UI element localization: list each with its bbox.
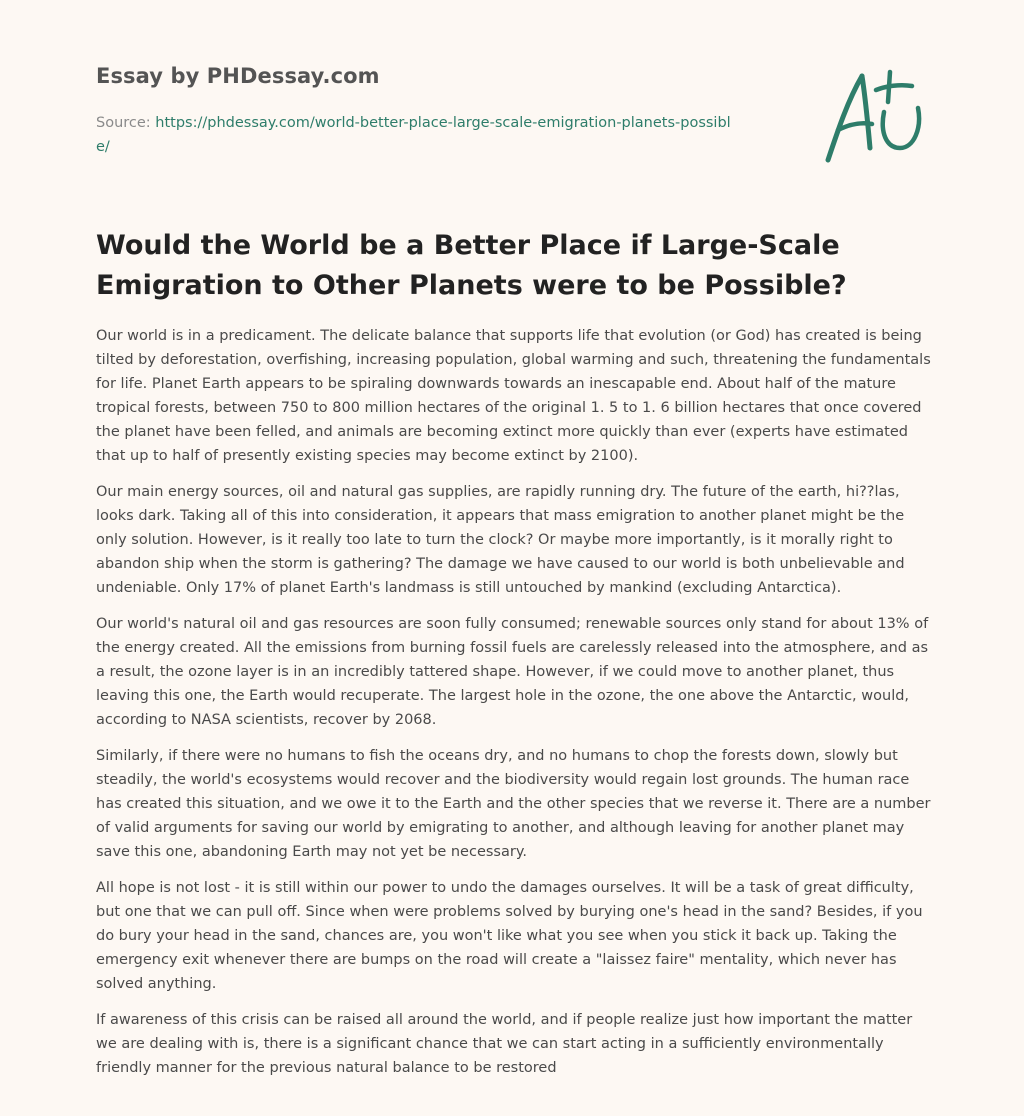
essay-paragraph-2: Our main energy sources, oil and natural gas supplies, are rapidly running dry. The future of the earth, hi??las, looks dark. Taking all of this into consideration, it appears that mass emigration to another planet might be the only solution. However, is it really too late to turn the clock? Or maybe more importantly, is it morally right to abandon ship when the storm is gathering? The damage we have caused to our world is both unbelievable and undeniable. Only 17% of planet Earth's landmass is still untouched by mankind (excluding Antarctica).	[96, 484, 905, 596]
essay-body	[96, 324, 934, 1092]
essay-paragraph-1: Our world is in a predicament. The delicate balance that supports life that evolution (or God) has created is being tilted by deforestation, overfishing, increasing population, global warming and such, threatening the fundamentals for life. Planet Earth appears to be spiraling downwards towards an inescapable end. About half of the mature tropical forests, between 750 to 800 million hectares of the original 1. 5 to 1. 6 billion hectares that once covered the planet have been felled, and animals are becoming extinct more quickly than ever (experts have estimated that up to half of presently existing species may become extinct by 2100).	[96, 328, 931, 464]
a-plus-logo	[820, 68, 930, 164]
essay-paragraph-5: All hope is not lost - it is still within our power to undo the damages ourselves. It will be a task of great difficulty, but one that we can pull off. Since when were problems solved by burying one's head in the sand? Besides, if you do bury your head in the sand, chances are, you won't like what you see when you stick it back up. Taking the emergency exit whenever there are bumps on the road will create a "laissez faire" mentality, which never has solved anything.	[96, 880, 923, 992]
site-brand: Essay by PHDessay.com	[96, 64, 380, 88]
essay-title: Would the World be a Better Place if Large-Scale Emigration to Other Planets were to be Possible?	[96, 230, 847, 301]
essay-paragraph-3: Our world's natural oil and gas resources are soon fully consumed; renewable sources only stand for about 13% of the energy created. All the emissions from burning fossil fuels are carelessly released into the atmosphere, and as a result, the ozone layer is in an incredibly tattered shape. However, if we could move to another planet, thus leaving this one, the Earth would recuperate. The largest hole in the ozone, the one above the Antarctic, would, according to NASA scientists, recover by 2068.	[96, 616, 929, 728]
source-label: Source:	[96, 115, 156, 131]
essay-paragraph-4: Similarly, if there were no humans to fish the oceans dry, and no humans to chop the forests down, slowly but steadily, the world's ecosystems would recover and the biodiversity would regain lost grounds. The human race has created this situation, and we owe it to the Earth and the other species that we reverse it. There are a number of valid arguments for saving our world by emigrating to another, and although leaving for another planet may save this one, abandoning Earth may not yet be necessary.	[96, 748, 931, 860]
essay-paragraph-6: If awareness of this crisis can be raised all around the world, and if people realize just how important the matter we are dealing with is, there is a significant chance that we can start acting in a sufficiently environmentally friendly manner for the previous natural balance to be restored	[96, 1012, 913, 1076]
source-line	[96, 111, 736, 159]
source-link[interactable]: https://phdessay.com/world-better-place-large-scale-emigration-planets-possible/	[96, 115, 731, 155]
